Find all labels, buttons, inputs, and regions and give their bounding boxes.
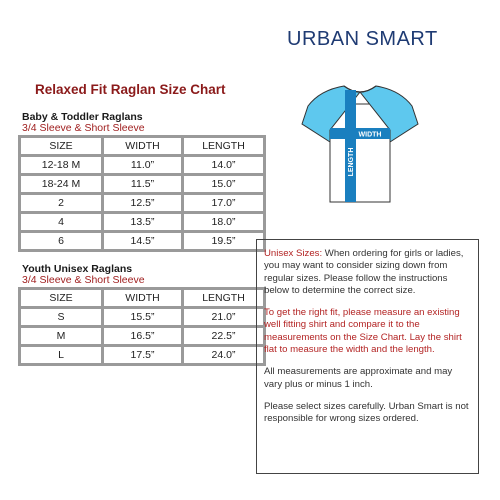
table-row: [21, 157, 263, 173]
cell-width: 11.0”: [104, 157, 181, 173]
header-size: SIZE: [21, 138, 101, 154]
table-row: [21, 214, 263, 230]
cell-width: 17.5”: [104, 347, 181, 363]
table-row: [21, 195, 263, 211]
header-width: WIDTH: [104, 290, 181, 306]
section-subtitle-youth: 3/4 Sleeve & Short Sleeve: [22, 274, 145, 286]
sizing-notes-box: [256, 239, 479, 474]
cell-size: 6: [21, 233, 101, 249]
cell-width: 16.5”: [104, 328, 181, 344]
cell-width: 14.5”: [104, 233, 181, 249]
cell-size: 12-18 M: [21, 157, 101, 173]
section-title-baby: Baby & Toddler Raglans: [22, 111, 143, 123]
note-text: When ordering for girls or ladies, you may want to consider sizing down from regular sizes. Please follow the instructions below to determine the correct size.: [264, 248, 464, 296]
cell-width: 15.5”: [104, 309, 181, 325]
page-title: Relaxed Fit Raglan Size Chart: [35, 82, 226, 97]
note-lead: Unisex Sizes:: [264, 248, 323, 259]
size-table-baby: [18, 135, 266, 252]
table-row: [21, 233, 263, 249]
cell-size: S: [21, 309, 101, 325]
cell-size: 18-24 M: [21, 176, 101, 192]
header-length: LENGTH: [184, 138, 263, 154]
header-width: WIDTH: [104, 138, 181, 154]
cell-length: 14.0”: [184, 157, 263, 173]
cell-length: 17.0”: [184, 195, 263, 211]
table-row: [21, 328, 263, 344]
length-tape: [345, 90, 356, 202]
header-size: SIZE: [21, 290, 101, 306]
note-paragraph-1: [264, 248, 472, 297]
cell-length: 19.5”: [184, 233, 263, 249]
cell-size: 4: [21, 214, 101, 230]
table-row: [21, 347, 263, 363]
table-header-row: [21, 138, 263, 154]
cell-length: 15.0”: [184, 176, 263, 192]
section-subtitle-baby: 3/4 Sleeve & Short Sleeve: [22, 122, 145, 134]
cell-width: 12.5”: [104, 195, 181, 211]
size-table-youth: [18, 287, 266, 366]
cell-length: 24.0”: [184, 347, 263, 363]
cell-length: 22.5”: [184, 328, 263, 344]
length-label: LENGTH: [348, 147, 355, 177]
header-length: LENGTH: [184, 290, 263, 306]
brand-logo-text: URBAN SMART: [287, 28, 438, 50]
cell-length: 21.0”: [184, 309, 263, 325]
shirt-diagram: [300, 82, 420, 204]
cell-size: M: [21, 328, 101, 344]
note-paragraph-2: To get the right fit, please measure an existing well fitting shirt and compare it to the measurements on the Size Chart. Lay the shirt flat to measure the width and the length.: [264, 307, 462, 356]
table-header-row: [21, 290, 263, 306]
cell-width: 11.5”: [104, 176, 181, 192]
width-label: WIDTH: [358, 131, 382, 139]
cell-size: L: [21, 347, 101, 363]
table-row: [21, 309, 263, 325]
note-paragraph-4: Please select sizes carefully. Urban Smart is not responsible for wrong sizes ordered.: [264, 400, 469, 425]
table-row: [21, 176, 263, 192]
cell-length: 18.0”: [184, 214, 263, 230]
note-paragraph-3: All measurements are approximate and may vary plus or minus 1 inch.: [264, 366, 453, 390]
section-title-youth: Youth Unisex Raglans: [22, 263, 133, 275]
cell-width: 13.5”: [104, 214, 181, 230]
cell-size: 2: [21, 195, 101, 211]
